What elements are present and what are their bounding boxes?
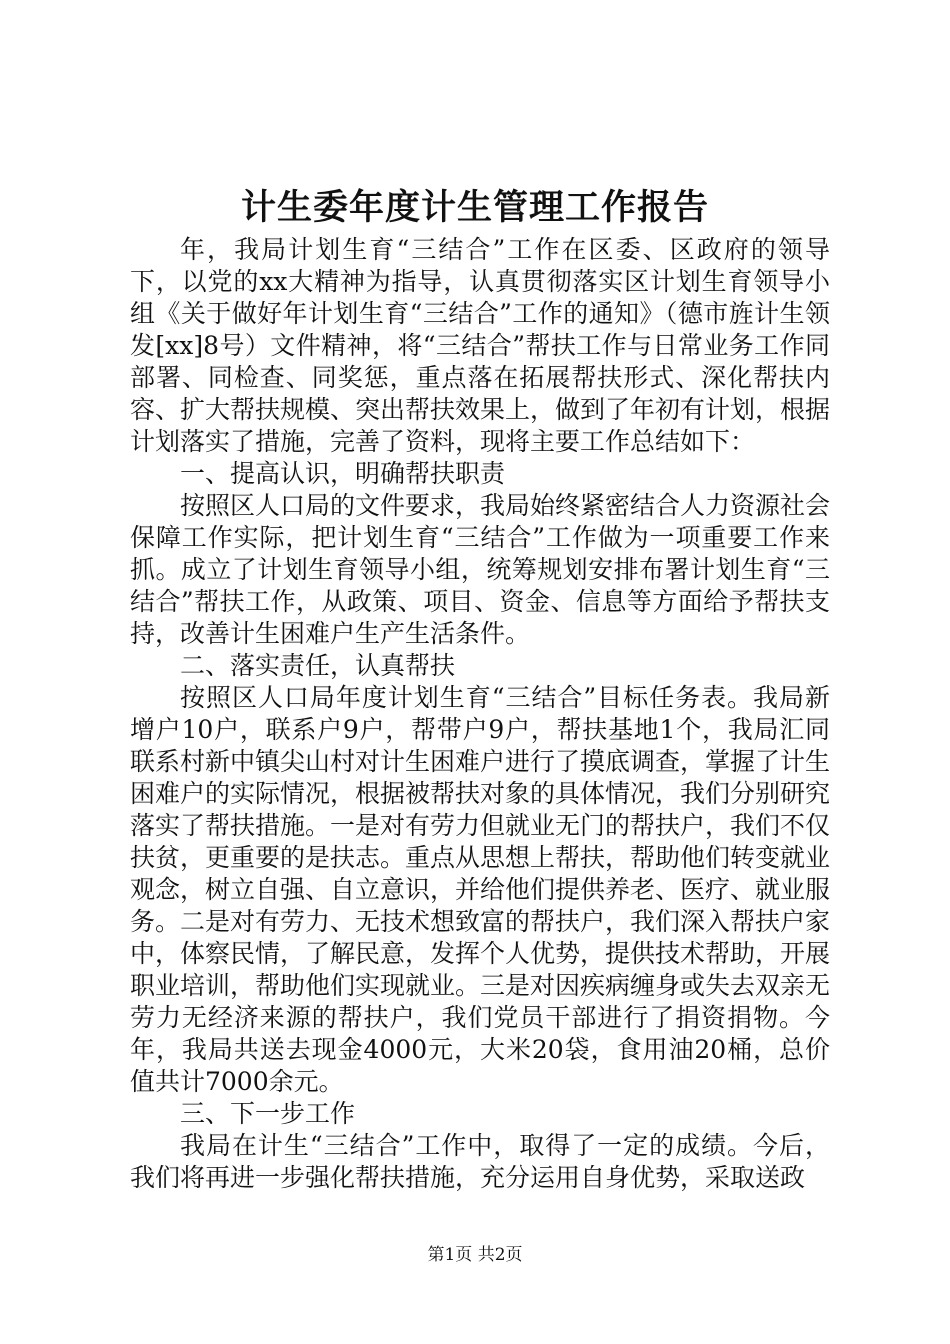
section-paragraph-2: 按照区人口局年度计划生育“三结合”目标任务表。我局新增户10户，联系户9户，帮带户9户，帮扶基地1个，我局汇同联系村新中镇尖山村对计生困难户进行了摸底调查，掌握了计生困难户的实际情况，根据被帮扶对象的具体情况，我们分别研究落实了帮扶措施。一是对有劳力但就业无门的帮扶户，我们不仅扶贫，更重要的是扶志。重点从思想上帮扶，帮助他们转变就业观念，树立自强、自立意识，并给他们提供养老、医疗、就业服务。二是对有劳力、无技术想致富的帮扶户，我们深入帮扶户家中，体察民情，了解民意，发挥个人优势，提供技术帮助，开展职业培训，帮助他们实现就业。三是对因疾病缠身或失去双亲无劳力无经济来源的帮扶户，我们党员干部进行了捐资捐物。今年，我局共送去现金4000元，大米20袋，食用油20桶，总价值共计7000余元。 xyxy=(130,683,831,1096)
section-paragraph-1: 按照区人口局的文件要求，我局始终紧密结合人力资源社会保障工作实际，把计划生育“三结合”工作做为一项重要工作来抓。成立了计划生育领导小组，统筹规划安排布署计划生育“三结合”帮扶工作，从政策、项目、资金、信息等方面给予帮扶支持，改善计生困难户生产生活条件。 xyxy=(130,491,831,648)
document-body xyxy=(130,234,830,1194)
section-heading-1: 一、提高认识，明确帮扶职责 xyxy=(180,459,506,488)
intro-paragraph: 年，我局计划生育“三结合”工作在区委、区政府的领导下，以党的xx大精神为指导，认真贯彻落实区计划生育领导小组《关于做好年计划生育“三结合”工作的通知》（德市旌计生领发[xx]8号）文件精神，将“三结合”帮扶工作与日常业务工作同部署、同检查、同奖惩，重点落在拓展帮扶形式、深化帮扶内容、扩大帮扶规模、突出帮扶效果上，做到了年初有计划，根据计划落实了措施，完善了资料，现将主要工作总结如下： xyxy=(130,235,831,456)
section-heading-3: 三、下一步工作 xyxy=(180,1099,356,1128)
document-title: 计生委年度计生管理工作报告 xyxy=(240,187,709,228)
section-paragraph-3: 我局在计生“三结合”工作中，取得了一定的成绩。今后，我们将再进一步强化帮扶措施，充分运用自身优势，采取送政 xyxy=(130,1131,830,1192)
section-heading-2: 二、落实责任，认真帮扶 xyxy=(180,651,456,680)
page-footer: 第1页 共2页 xyxy=(427,1245,523,1265)
